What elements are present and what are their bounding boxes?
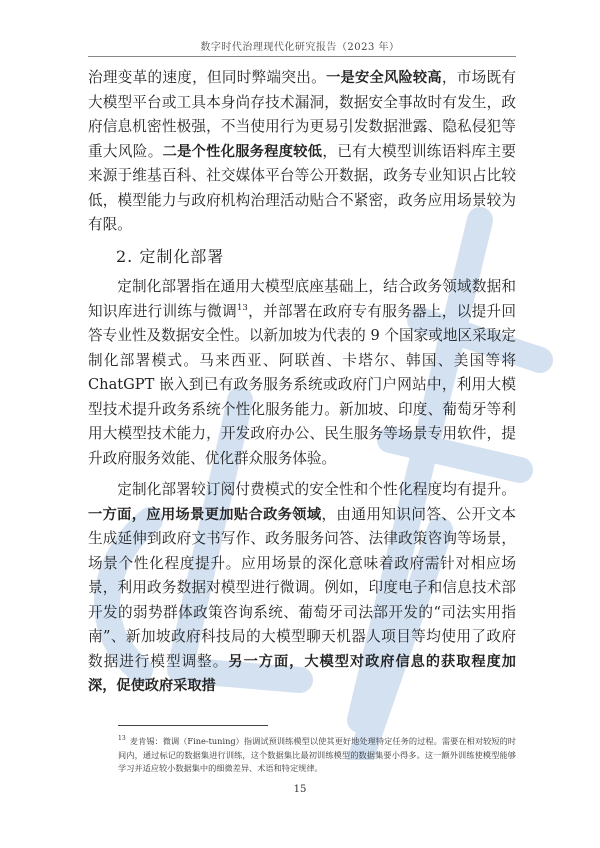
- page-number: 15: [293, 784, 307, 795]
- footnote-mark: 13: [118, 735, 126, 743]
- paragraph-text: ，并部署在政府专有服务器上，以提升回答专业性及数据安全性。以新加坡为代表的 9 个国家或地区采取定制化部署模式。马来西亚、阿联酋、卡塔尔、韩国、美国等将 ChatGPT 嵌入到已有政务服务系统或政府门户网站中，利用大模型技术提升政务系统个性化服务能力。新加坡、印度、葡萄牙等利用大模型技术能力，开发政府办公、民生服务等场景专用软件，提升政府服务效能、优化群众服务体验。: [88, 302, 516, 467]
- footnote-reference[interactable]: 13: [236, 302, 248, 313]
- paragraph-text: ，由通用知识问答、公开文本生成延伸到政府文书写作、政务服务问答、法律政策咨询等场景，场景个性化程度提升。应用场景的深化意味着政府需针对相应场景，利用政务数据对模型进行微调。例如，印度电子和信息技术部开发的弱势群体政策咨询系统、葡萄牙司法部开发的“司法实用指南”、新加坡政府科技局的大模型聊天机器人项目等均使用了政府数据进行模型调整。: [88, 505, 516, 670]
- header-divider: [88, 56, 516, 57]
- section-heading: 2. 定制化部署: [116, 246, 225, 266]
- paragraph-text: ，市场既有大模型平台或工具本身尚存技术漏洞，数据安全事故时有发生，政府信息机密性极强，不当使用行为更易引发数据泄露、隐私侵犯等重大风险。: [88, 69, 516, 160]
- footnote-text: 麦肯锡：微调（Fine-tuning）指调试预训练模型以使其更好地处理特定任务的过程。需要在相对较短的时间内，通过标记的数据集进行训练，这个数据集比最初训练模型的数据集要小得多。这一额外训练使模型能够学习并适应较小数据集中的细微差异、术语和特定规律。: [118, 736, 516, 773]
- page-body: [88, 66, 516, 706]
- bold-point: 另一方面，大模型对政府信息的获取程度加深，促使政府采取措: [88, 653, 516, 694]
- footnote-divider: [118, 725, 268, 726]
- paragraph-text: 定制化部署指在通用大模型底座基础上，结合政务领域数据和知识库进行训练与微调: [88, 278, 516, 320]
- paragraph-advantages: [88, 478, 516, 699]
- bold-point: 一是安全风险较高: [326, 70, 442, 86]
- paragraph-text: ，已有大模型训练语料库主要来源于维基百科、社交媒体平台等公开数据，政务专业知识占比较低，模型能力与政府机构治理活动贴合不紧密，政务应用场景较为有限。: [88, 142, 516, 233]
- footnote: [118, 735, 516, 776]
- paragraph-text: 治理变革的速度，但同时弊端突出。: [88, 69, 327, 86]
- bold-point: 一方面，应用场景更加贴合政务领域: [88, 506, 322, 523]
- paragraph-definition: [88, 275, 516, 471]
- paragraph-risks: [88, 66, 516, 238]
- running-header: 数字时代治理现代化研究报告（2023 年）: [200, 42, 400, 53]
- paragraph-text: 定制化部署较订阅付费模式的安全性和个性化程度均有提升。: [117, 481, 516, 498]
- bold-point: 二是个性化服务程度较低: [162, 143, 323, 160]
